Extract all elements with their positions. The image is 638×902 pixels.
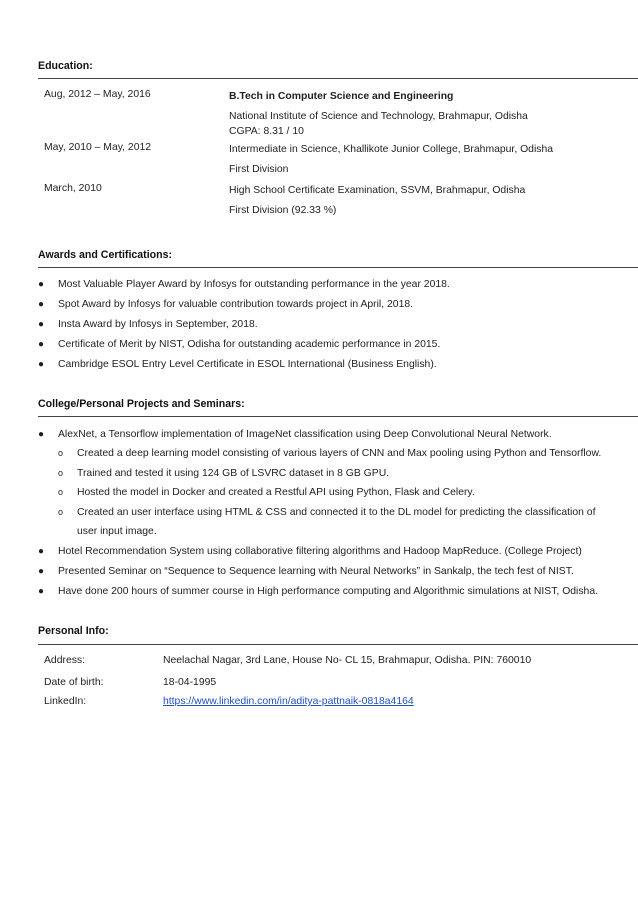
- linkedin-label: LinkedIn:: [44, 696, 87, 707]
- circle-bullet-icon: o: [58, 487, 64, 497]
- resume-page: Education: Aug, 2012 – May, 2016 B.Tech in Computer Science and Engineering National Institute of Science and Technology, Brahmapur, Odisha CGPA: 8.31 / 10 May, 2010 – May, 2012 Intermediate in Science, Khallikote Junior College, Brahmapur, Odisha First Division March, 2010 High School Certificate Examination, SSVM, Brahmapur, Odisha First Division (92.33 %) Awards and Certifications: ● Most Valuable Player Award by Infosys for outstanding performance in the year 2018. ● Spot Award by Infosys for valuable contribution towards project in April, 2018. ● Insta Award by Infosys in September, 2018. ● Certificate of Merit by NIST, Odisha for outstanding academic performance in 2015. ● Cambridge ESOL Entry Level Certificate in ESOL International (Business English). College/Personal Projects and Seminars: ● AlexNet, a Tensorflow implementation of ImageNet classification using Deep Convolutional Neural Network. o Created a deep learning model consisting of various layers of CNN and Max pooling using Python and Tensorflow. o Trained and tested it using 124 GB of LSVRC dataset in 8 GB GPU. o Hosted the model in Docker and created a Restful API using Python, Flask and Celery. o Created an user interface using HTML & CSS and connected it to the DL model for predicting the classification of user input image. ● Hotel Recommendation System using collaborative filtering algorithms and Hadoop MapReduce. (College Project) ● Presented Seminar on “Sequence to Sequence learning with Neural Networks” in Sankalp, the tech fest of NIST. ● Have done 200 hours of summer course in High performance computing and Algorithmic simulations at NIST, Odisha. Personal Info: Address: Neelachal Nagar, 3rd Lane, House No- CL 15, Brahmapur, Odisha. PIN: 760010 Date of birth: 18-04-1995 LinkedIn: https://www.linkedin.com/in/aditya-pattnaik-0818a4164: [0, 0, 638, 902]
- bullet-icon: ●: [38, 319, 45, 330]
- address-label: Address:: [44, 655, 86, 666]
- circle-bullet-icon: o: [58, 468, 64, 478]
- circle-bullet-icon: o: [58, 507, 64, 517]
- education-date: March, 2010: [44, 183, 102, 194]
- education-date: Aug, 2012 – May, 2016: [44, 89, 151, 100]
- grade-text: CGPA: 8.31 / 10: [229, 126, 304, 137]
- bullet-icon: ●: [38, 566, 45, 577]
- personal-divider: [38, 644, 638, 645]
- address-value: Neelachal Nagar, 3rd Lane, House No- CL 15, Brahmapur, Odisha. PIN: 760010: [163, 655, 532, 666]
- grade-text: First Division (92.33 %): [229, 205, 337, 216]
- bullet-icon: ●: [38, 546, 45, 557]
- degree-title: B.Tech in Computer Science and Engineering: [229, 91, 454, 102]
- linkedin-link[interactable]: https://www.linkedin.com/in/aditya-pattnaik-0818a4164: [163, 696, 414, 707]
- bullet-icon: ●: [38, 339, 45, 350]
- education-heading: Education:: [38, 60, 93, 72]
- projects-divider: [38, 416, 638, 417]
- awards-heading: Awards and Certifications:: [38, 249, 173, 261]
- education-divider: [38, 78, 638, 79]
- personal-heading: Personal Info:: [38, 625, 109, 637]
- dob-label: Date of birth:: [44, 677, 104, 688]
- bullet-icon: ●: [38, 586, 45, 597]
- awards-divider: [38, 267, 638, 268]
- institution-name: High School Certificate Examination, SSVM, Brahmapur, Odisha: [229, 185, 526, 196]
- bullet-icon: ●: [38, 299, 45, 310]
- bullet-icon: ●: [38, 429, 45, 440]
- grade-text: First Division: [229, 164, 289, 175]
- institution-name: Intermediate in Science, Khallikote Junior College, Brahmapur, Odisha: [229, 144, 554, 155]
- projects-heading: College/Personal Projects and Seminars:: [38, 398, 245, 410]
- circle-bullet-icon: o: [58, 448, 64, 458]
- institution-name: National Institute of Science and Technology, Brahmapur, Odisha: [229, 111, 528, 122]
- education-date: May, 2010 – May, 2012: [44, 142, 152, 153]
- bullet-icon: ●: [38, 279, 45, 290]
- dob-value: 18-04-1995: [163, 677, 217, 688]
- bullet-icon: ●: [38, 359, 45, 370]
